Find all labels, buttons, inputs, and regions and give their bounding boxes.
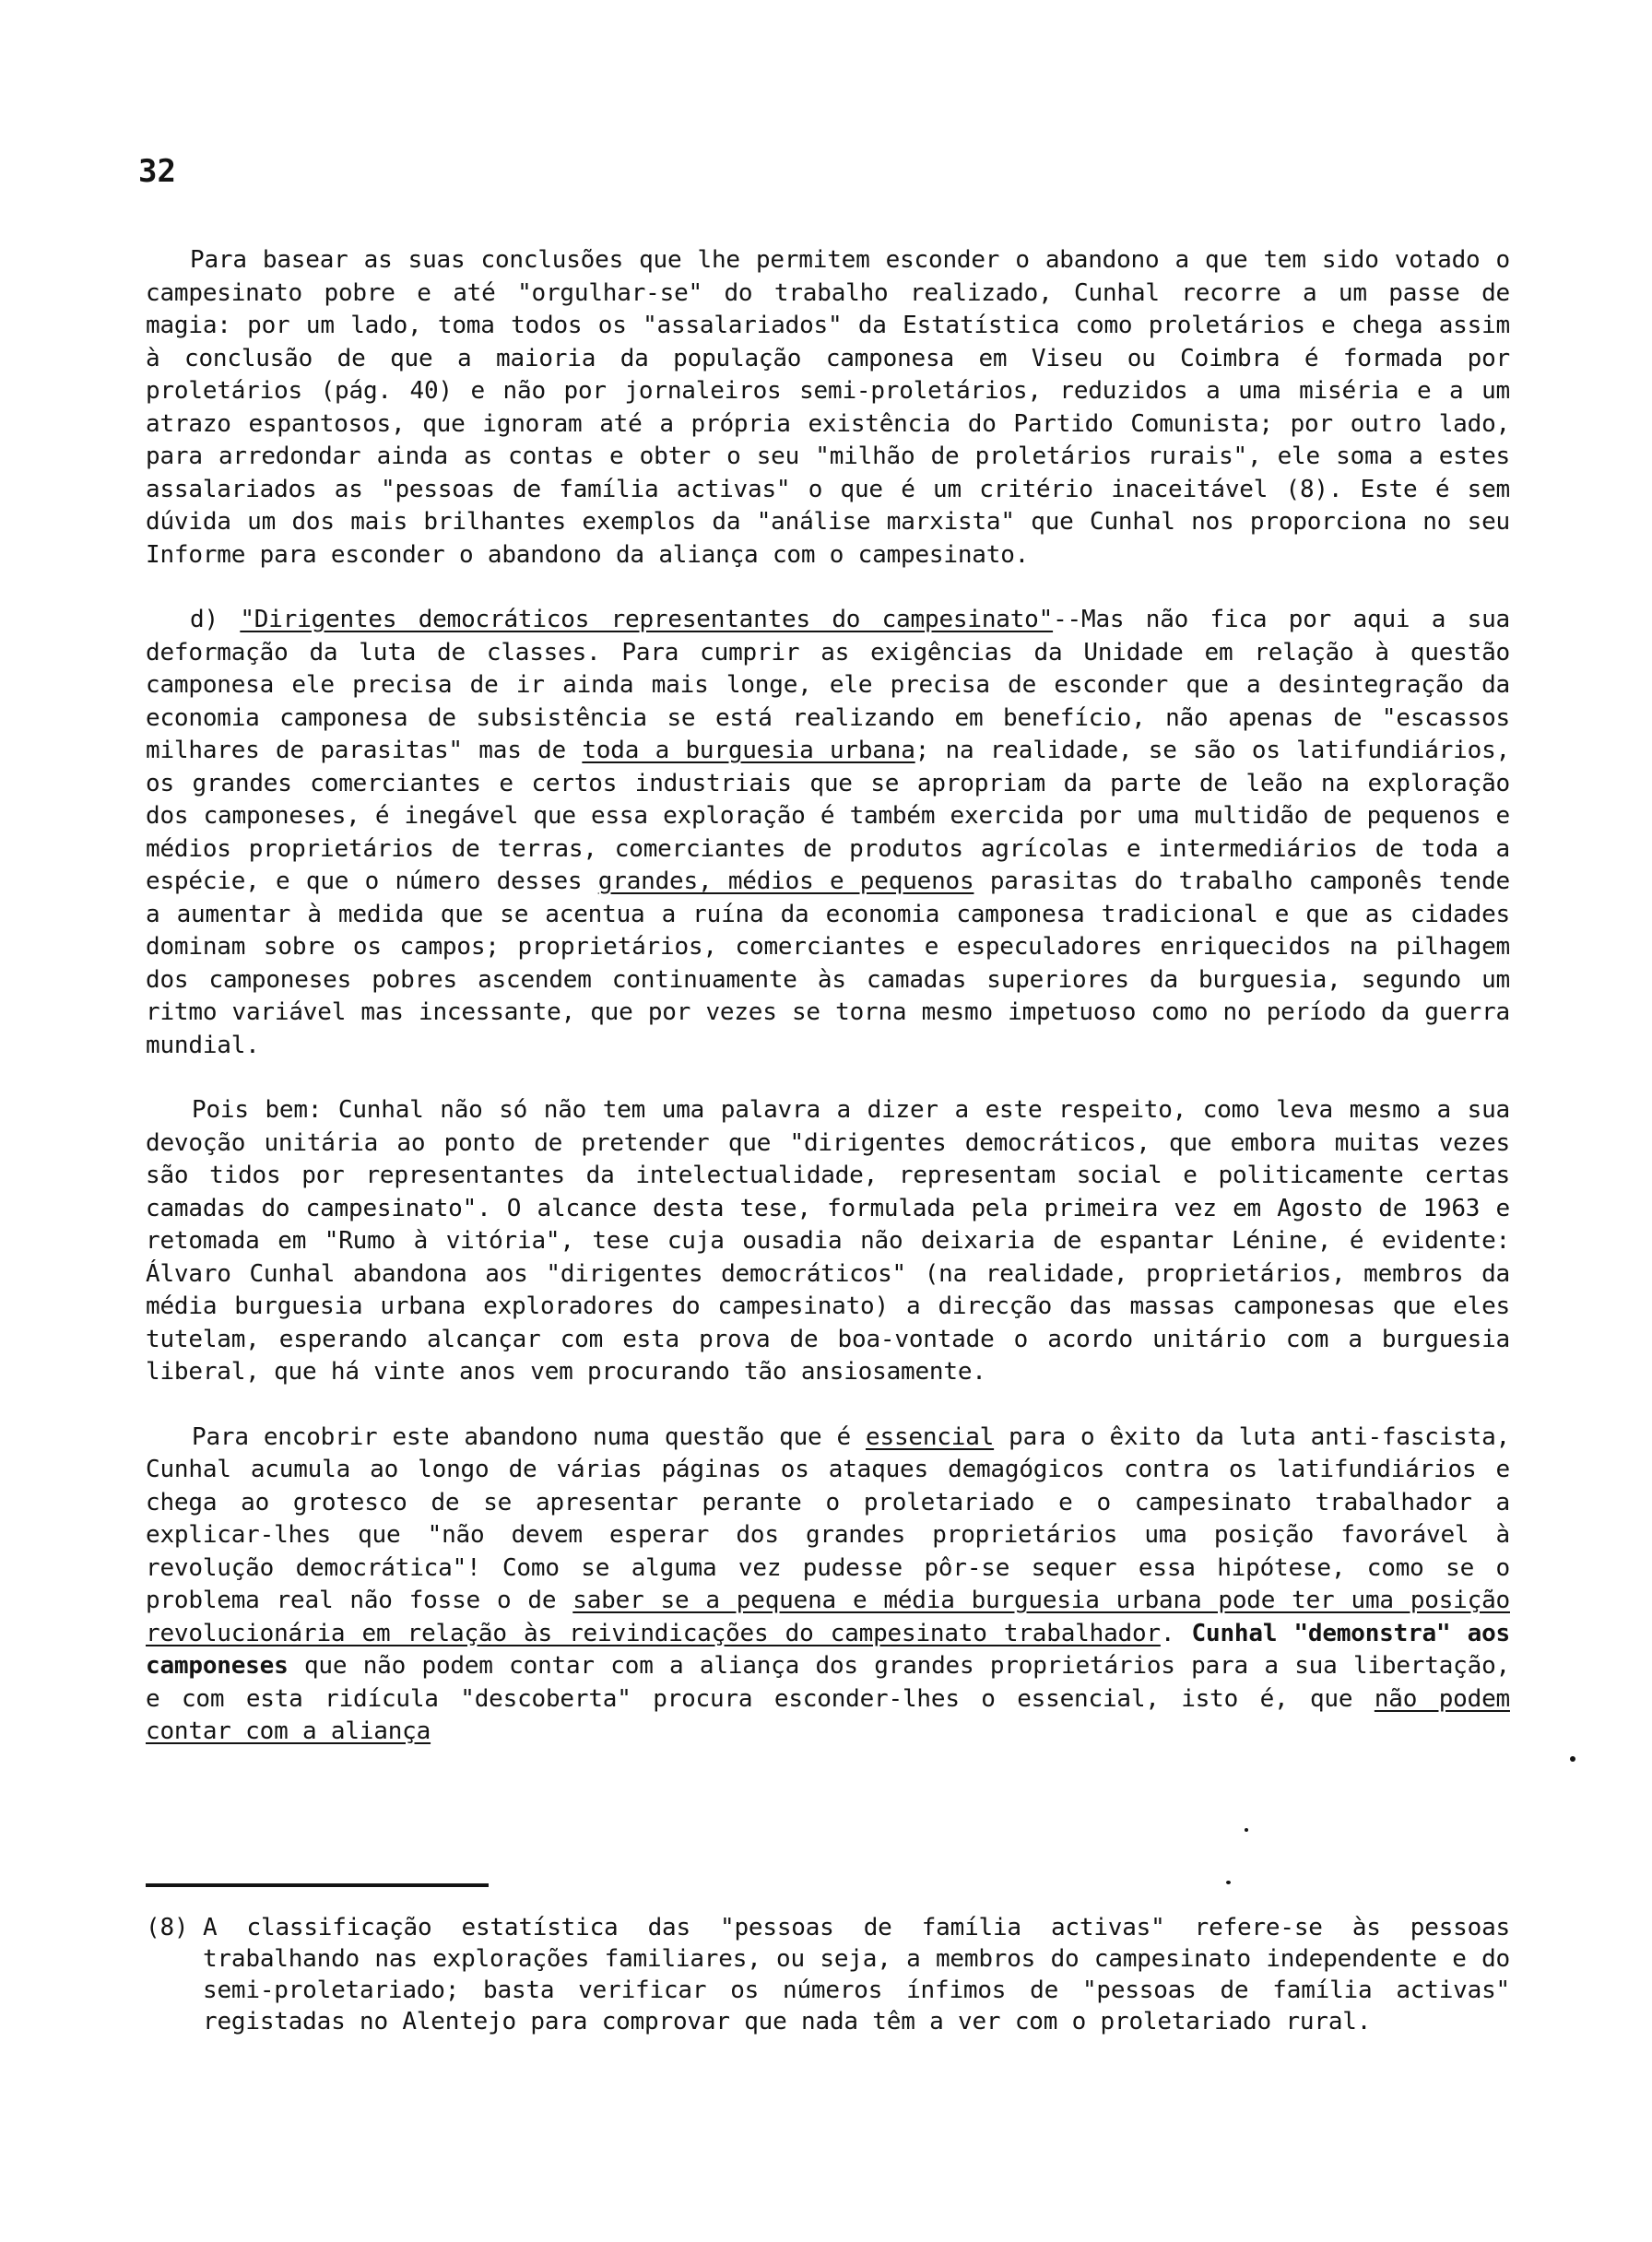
text-run: ; na realidade, se são os latifundiários, os grandes comerciantes e certos industriais que se apropriam da parte de leão na exploração dos camponeses, é inegável que essa exploração é também exercida por uma multidão de pequenos e médios proprietários de terras, comerciantes de produtos agrícolas e intermediários de toda a espécie, e que o número desses xyxy=(146,737,1510,895)
text-run: para o êxito da luta anti-fascista, Cunhal acumula ao longo de várias páginas os ataques demagógicos contra os latifundiários e chega ao grotesco de se apresentar perante o proletariado e o campesinato trabalhador a explicar-lhes que "não devem esperar dos grandes proprietários uma posição favorável à revolução democrática"! Como se alguma vez pudesse pôr-se sequer essa hipótese, como se o problema real não fosse o de xyxy=(146,1422,1510,1614)
text-run: Para basear as suas conclusões que lhe permitem esconder o abandono a que tem sido votado o campesinato pobre e até "orgulhar-se" do trabalho realizado, Cunhal recorre a um passe de magia: por um lado, toma todos os "assalariados" da Estatística como proletários e chega assim à conclusão de que a maioria da população camponesa em Viseu ou Coimbra é formada por proletários (pág. 40) e não por jornaleiros semi-proletários, reduzidos a uma miséria e a um atrazo espantosos, que ignoram até a própria existência do Partido Comunista; por outro lado, para arredondar ainda as contas e obter o seu "milhão de proletários rurais", ele soma a estes assalariados as "pessoas de família activas" o que é um critério inaceitável (8). Este é sem dúvida um dos mais brilhantes exemplos da "análise marxista" que Cunhal nos proporciona no seu Informe para esconder o abandono da aliança com o campesinato. xyxy=(146,246,1510,569)
text-run: Para encobrir este abandono numa questão que é xyxy=(192,1422,867,1451)
text-run: que não podem contar com a aliança dos grandes proprietários para a sua libertação, e com esta ridícula "descoberta" procura esconder-lhes o essencial, isto é, que xyxy=(146,1652,1510,1713)
text-run: --Mas não fica por aqui a sua deformação da luta de classes. Para cumprir as exigências da Unidade em relação à questão camponesa ele precisa de ir ainda mais longe, ele precisa de esconder que a desintegração da economia camponesa de subsistência se está realizando em benefício, não apenas de "escassos milhares de parasitas" mas de xyxy=(146,606,1510,764)
main-text xyxy=(146,244,1510,1781)
paragraph-encobrir xyxy=(146,1422,1510,1749)
underlined-phrase: saber se a pequena e média burguesia urbana pode ter uma posição revolucionária em relação às reivindicações do campesinato trabalhador xyxy=(146,1587,1510,1647)
underlined-phrase: grandes, médios e pequenos xyxy=(597,867,974,895)
page-number: 32 xyxy=(138,153,176,190)
text-run: parasitas do trabalho camponês tende a aumentar à medida que se acentua a ruína da economia camponesa tradicional e que as cidades dominam sobre os campos; proprietários, comerciantes e especuladores enriquecidos na pilhagem dos camponeses pobres ascendem continuamente às camadas superiores da burguesia, segundo um ritmo variável mas incessante, que por vezes se torna mesmo impetuoso como no período da guerra mundial. xyxy=(146,867,1510,1059)
scan-speck xyxy=(1570,1756,1575,1762)
paragraph-pois-bem xyxy=(146,1094,1510,1389)
underlined-phrase: toda a burguesia urbana xyxy=(582,737,915,764)
underlined-phrase: essencial xyxy=(866,1422,995,1451)
footnote-8 xyxy=(146,1912,1510,2037)
footnote-divider xyxy=(146,1883,489,1887)
scan-speck xyxy=(1245,1828,1248,1832)
text-run: d) xyxy=(190,606,241,633)
underlined-phrase: "Dirigentes democráticos representantes do campesinato" xyxy=(240,606,1054,633)
emphasized-phrase: Cunhal "demonstra" aos camponeses xyxy=(146,1619,1510,1680)
text-run: Pois bem: Cunhal não só não tem uma palavra a dizer a este respeito, como leva mesmo a sua devoção unitária ao ponto de pretender que "dirigentes democráticos, que embora muitas vezes são tidos por representantes da intelectualidade, representam social e politicamente certas camadas do campesinato". O alcance desta tese, formulada pela primeira vez em Agosto de 1963 e retomada em "Rumo à vitória", tese cuja ousadia não deixaria de espantar Lénine, é evidente: Álvaro Cunhal abandona aos "dirigentes democráticos" (na realidade, proprietários, membros da média burguesia urbana exploradores do campesinato) a direcção das massas camponesas que eles tutelam, esperando alcançar com esta prova de boa-vontade o acordo unitário com a burguesia liberal, que há vinte anos vem procurando tão ansiosamente. xyxy=(146,1096,1510,1386)
paragraph-statistics xyxy=(146,244,1510,572)
underlined-phrase: não podem contar com a aliança xyxy=(146,1684,1510,1745)
footnote-marker: (8) xyxy=(146,1914,189,1941)
paragraph-section-d xyxy=(146,604,1510,1062)
scan-speck xyxy=(1226,1881,1231,1884)
text-run: . xyxy=(1160,1619,1192,1647)
footnote-text: A classificação estatística das "pessoas de família activas" refere-se às pessoas trabalhando nas explorações familiares, ou seja, a membros do campesinato independente e do semi-proletariado; basta verificar os números ínfimos de "pessoas de família activas" registadas no Alentejo para comprovar que nada têm a ver com o proletariado rural. xyxy=(203,1914,1510,2036)
